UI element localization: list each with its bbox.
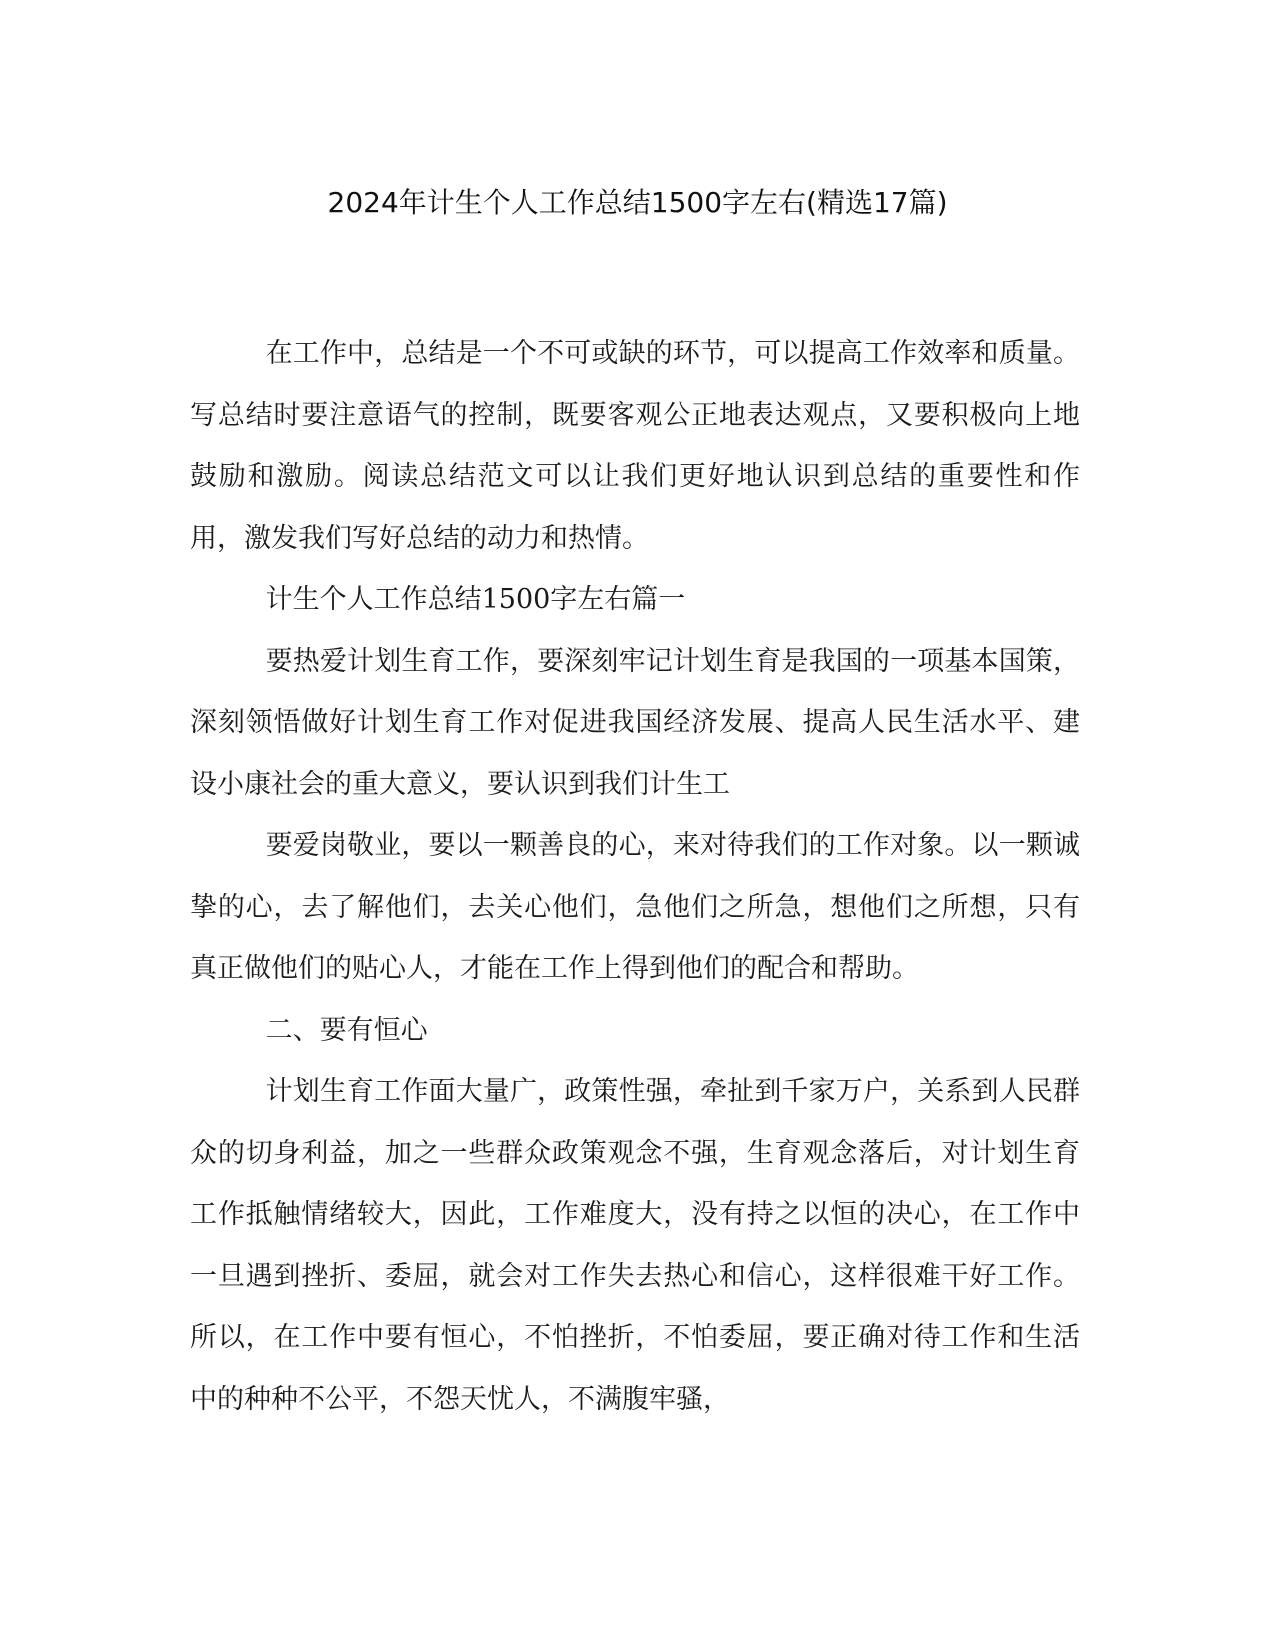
body-paragraph: 要爱岗敬业，要以一颗善良的心，来对待我们的工作对象。以一颗诚挚的心，去了解他们，去关心他们，急他们之所急，想他们之所想，只有真正做他们的贴心人，才能在工作上得到他们的配合和帮助。 xyxy=(190,830,1080,984)
section-heading-perseverance: 二、要有恒心 xyxy=(265,1014,428,1046)
body-paragraph: 要热爱计划生育工作，要深刻牢记计划生育是我国的一项基本国策，深刻领悟做好计划生育工作对促进我国经济发展、提高人民生活水平、建设小康社会的重大意义，要认识到我们计生工 xyxy=(190,645,1080,800)
section-heading-part-one: 计生个人工作总结1500字左右篇一 xyxy=(265,584,686,615)
intro-paragraph: 在工作中，总结是一个不可或缺的环节，可以提高工作效率和质量。写总结时要注意语气的控制，既要客观公正地表达观点，又要积极向上地鼓励和激励。阅读总结范文可以让我们更好地认识到总结的重要性和作用，激发我们写好总结的动力和热情。 xyxy=(190,338,1080,554)
document-body xyxy=(190,323,1080,1430)
body-paragraph: 计划生育工作面大量广，政策性强，牵扯到千家万户，关系到人民群众的切身利益，加之一些群众政策观念不强，生育观念落后，对计划生育工作抵触情绪较大，因此，工作难度大，没有持之以恒的决心，在工作中一旦遇到挫折、委屈，就会对工作失去热心和信心，这样很难干好工作。所以，在工作中要有恒心，不怕挫折，不怕委屈，要正确对待工作和生活中的种种不公平，不怨天忧人，不满腹牢骚， xyxy=(190,1076,1080,1415)
document-title: 2024年计生个人工作总结1500字左右(精选17篇) xyxy=(327,186,948,219)
